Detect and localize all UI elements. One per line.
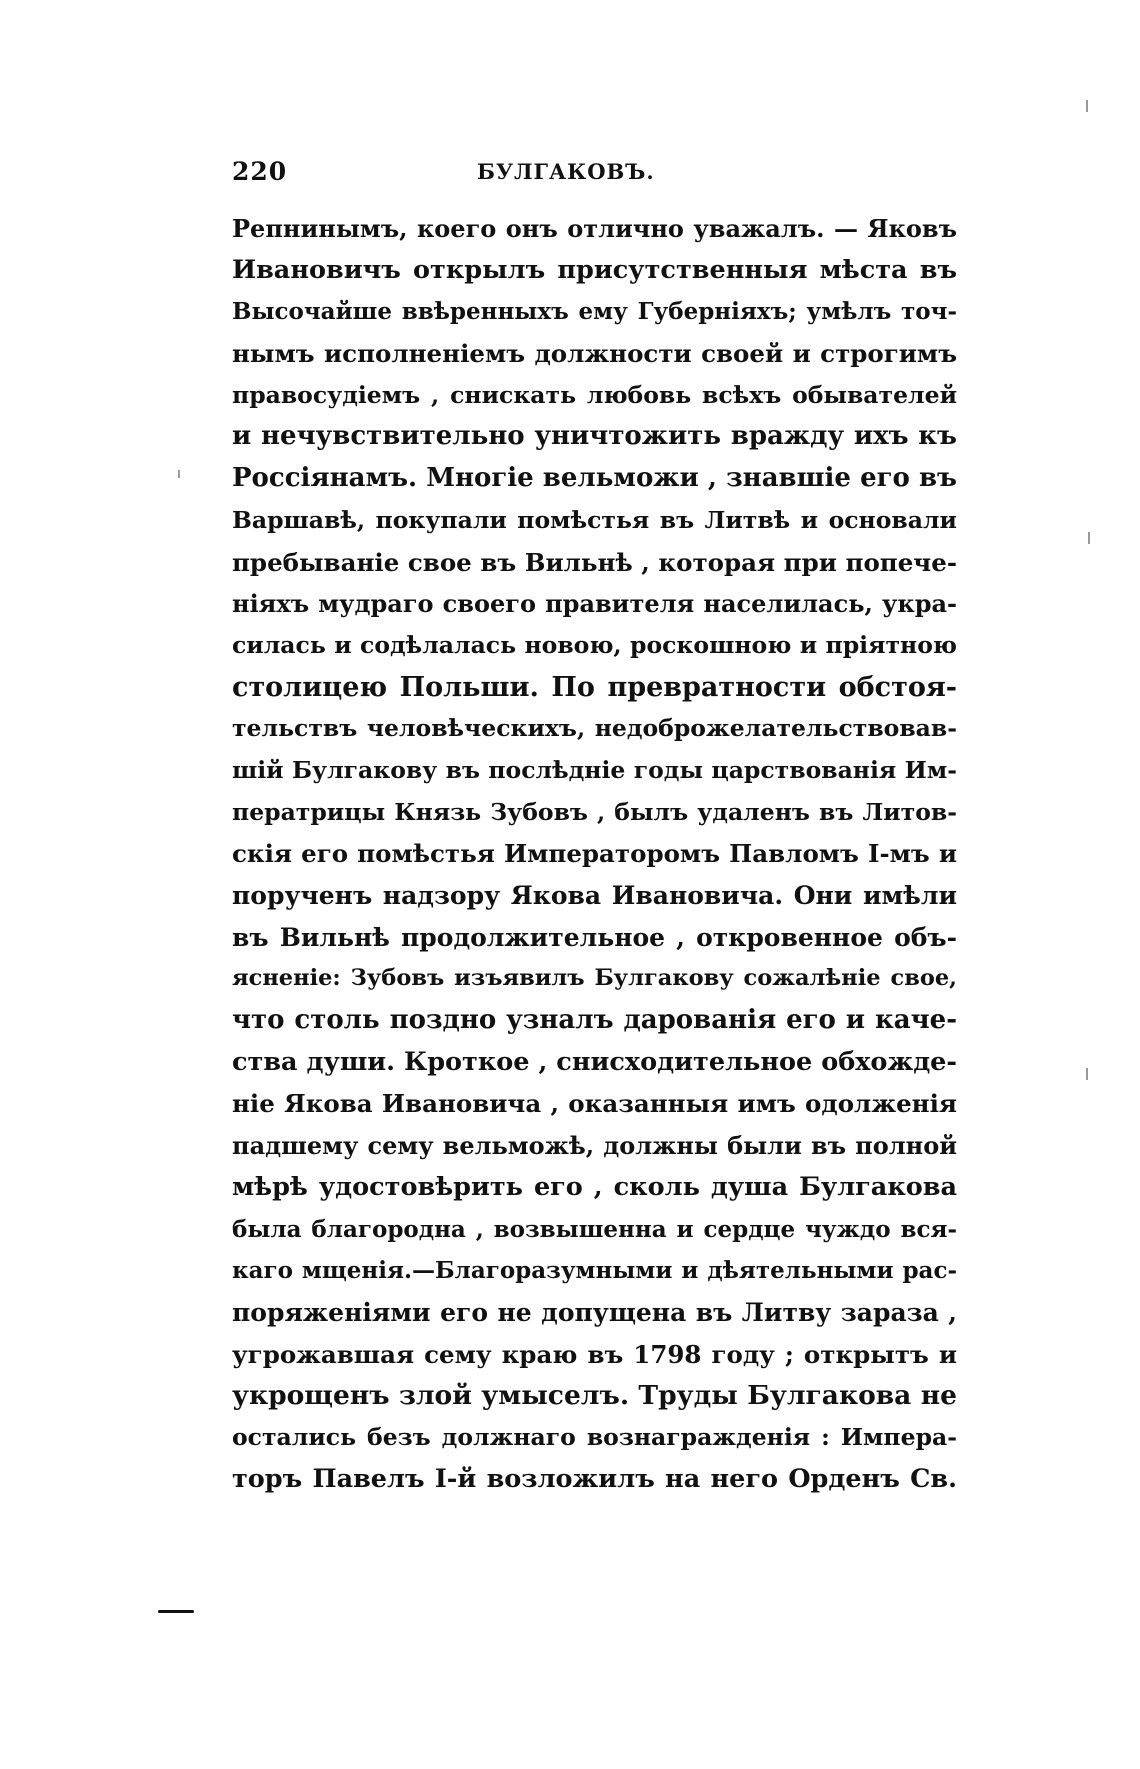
margin-tick-mark: [1086, 1068, 1088, 1080]
text-line: укрощенъ злой умыселъ. Труды Булгакова не: [232, 1380, 957, 1412]
text-line: ства души. Кроткое , снисходительное обхожде-: [232, 1046, 957, 1077]
text-line: была благородна , возвышенна и сердце чуждо вся-: [232, 1215, 957, 1243]
running-head: БУЛГАКОВЪ.: [477, 159, 655, 184]
body-text: [232, 208, 957, 1500]
text-line: что столь поздно узналъ дарованія его и каче-: [232, 1005, 957, 1036]
text-line: порученъ надзору Якова Ивановича. Они имѣли: [232, 881, 957, 910]
text-line: Высочайше ввѣренныхъ ему Губерніяхъ; умѣлъ точ-: [232, 298, 957, 326]
text-line: скія его помѣстья Императоромъ Павломъ I-мъ и: [232, 839, 957, 869]
text-line: пребываніе свое въ Вильнѣ , которая при попече-: [232, 547, 957, 577]
margin-tick-mark: [178, 470, 180, 478]
text-line: правосудіемъ , снискать любовь всѣхъ обывателей: [232, 380, 957, 409]
text-line: мѣрѣ удостовѣрить его , сколь душа Булгакова: [232, 1171, 957, 1202]
text-line: нымъ исполненіемъ должности своей и строгимъ: [232, 339, 957, 369]
text-line: шій Булгакову въ послѣдніе годы царствованія Им-: [232, 755, 957, 784]
text-line: угрожавшая сему краю въ 1798 году ; открытъ и: [232, 1339, 957, 1369]
page-number: 220: [232, 157, 288, 186]
text-line: ніе Якова Ивановича , оказанныя имъ одолженія: [232, 1089, 957, 1119]
text-line: ніяхъ мудраго своего правителя населилась, укра-: [232, 589, 957, 619]
text-line: столицею Польши. По превратности обстоя-: [232, 671, 957, 703]
text-line: падшему сему вельможѣ, должны были въ полной: [232, 1131, 957, 1161]
text-line: поряженіями его не допущена въ Литву зараза ,: [232, 1297, 957, 1327]
text-line: Россіянамъ. Многіе вельможи , знавшіе его въ: [232, 463, 957, 494]
text-line: Репнинымъ, коего онъ отлично уважалъ. — Яковъ: [232, 214, 957, 243]
text-line: и нечувствительно уничтожить вражду ихъ къ: [232, 421, 957, 452]
text-line: ясненіе: Зубовъ изъявилъ Булгакову сожалѣніе свое,: [232, 965, 957, 992]
text-line: торъ Павелъ I-й возложилъ на него Орденъ Св.: [232, 1463, 957, 1494]
text-line: Ивановичъ открылъ присутственныя мѣста въ: [232, 254, 957, 285]
text-line: въ Вильнѣ продолжительное , откровенное объ-: [232, 922, 957, 952]
page-header: [232, 157, 952, 197]
text-line: ператрицы Князь Зубовъ , былъ удаленъ въ Литов-: [232, 797, 957, 826]
text-line: Варшавѣ, покупали помѣстья въ Литвѣ и основали: [232, 505, 957, 534]
text-line: тельствъ человѣческихъ, недоброжелательствовав-: [232, 714, 957, 743]
text-line: каго мщенія.—Благоразумными и дѣятельными рас-: [232, 1257, 957, 1285]
margin-dash-mark: [158, 1610, 194, 1613]
margin-tick-mark: [1088, 532, 1090, 544]
text-line: силась и содѣлалась новою, роскошною и пріятною: [232, 630, 957, 659]
margin-tick-mark: [1086, 100, 1088, 112]
text-line: остались безъ должнаго вознагражденія : Импера-: [232, 1422, 957, 1451]
